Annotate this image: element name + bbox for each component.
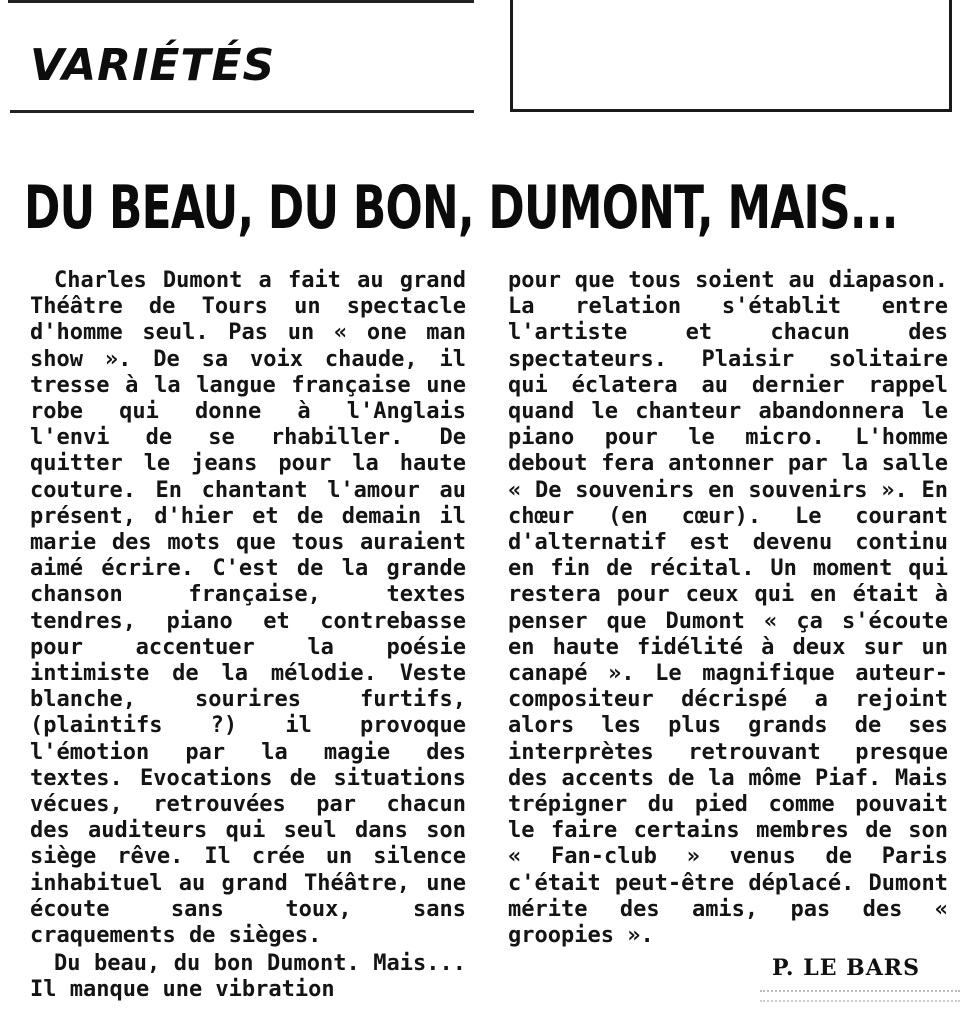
empty-box xyxy=(510,0,952,112)
section-title: VARIÉTÉS xyxy=(30,40,276,91)
top-rule xyxy=(8,0,474,3)
bleed-through-mark xyxy=(760,990,960,1002)
article-headline: DU BEAU, DU BON, DUMONT, MAIS... xyxy=(24,173,898,243)
article-paragraph: Charles Dumont a fait au grand Théâtre de Tours un spectacle d'homme seul. Pas un « one man show ». De sa voix chaude, il tresse à la langue française une robe qui donne à l'Anglais l'envi de se rhabiller. De quitter le jeans pour la haute couture. En chantant l'amour au présent, d'hier et de demain il marie des mots que tous auraient aimé écrire. C'est de la grande chanson française, textes tendres, piano et contrebasse pour accentuer la poésie intimiste de la mélodie. Veste blanche, sourires furtifs, (plaintifs ?) il provoque l'émotion par la magie des textes. Evocations de situations vécues, retrouvées par chacun des auditeurs qui seul dans son siège rêve. Il crée un silence inhabituel au grand Théâtre, une écoute sans toux, sans craquements de sièges. xyxy=(30,268,466,949)
article-byline: P. LE BARS xyxy=(772,955,920,981)
article-column-left xyxy=(30,268,466,1004)
article-paragraph: pour que tous soient au diapason. La relation s'établit entre l'artiste et chacun des spectateurs. Plaisir solitaire qui éclatera au dernier rappel quand le chanteur abandonnera le piano pour le micro. L'homme debout fera antonner par la salle « De souvenirs en souvenirs ». En chœur (en cœur). Le courant d'alternatif est devenu continu en fin de récital. Un moment qui restera pour ceux qui en était à penser que Dumont « ça s'écoute en haute fidélité à deux sur un canapé ». Le magnifique auteur-compositeur décrispé a rejoint alors les plus grands de ses interprètes retrouvant presque des accents de la môme Piaf. Mais trépigner du pied comme pouvait le faire certains membres de son « Fan-club » venus de Paris c'était peut-être déplacé. Dumont mérite des amis, pas des « groopies ». xyxy=(508,268,948,949)
section-rule xyxy=(10,110,474,113)
article-paragraph: Du beau, du bon Dumont. Mais... Il manque une vibration xyxy=(30,951,466,1003)
article-column-right xyxy=(508,268,948,949)
